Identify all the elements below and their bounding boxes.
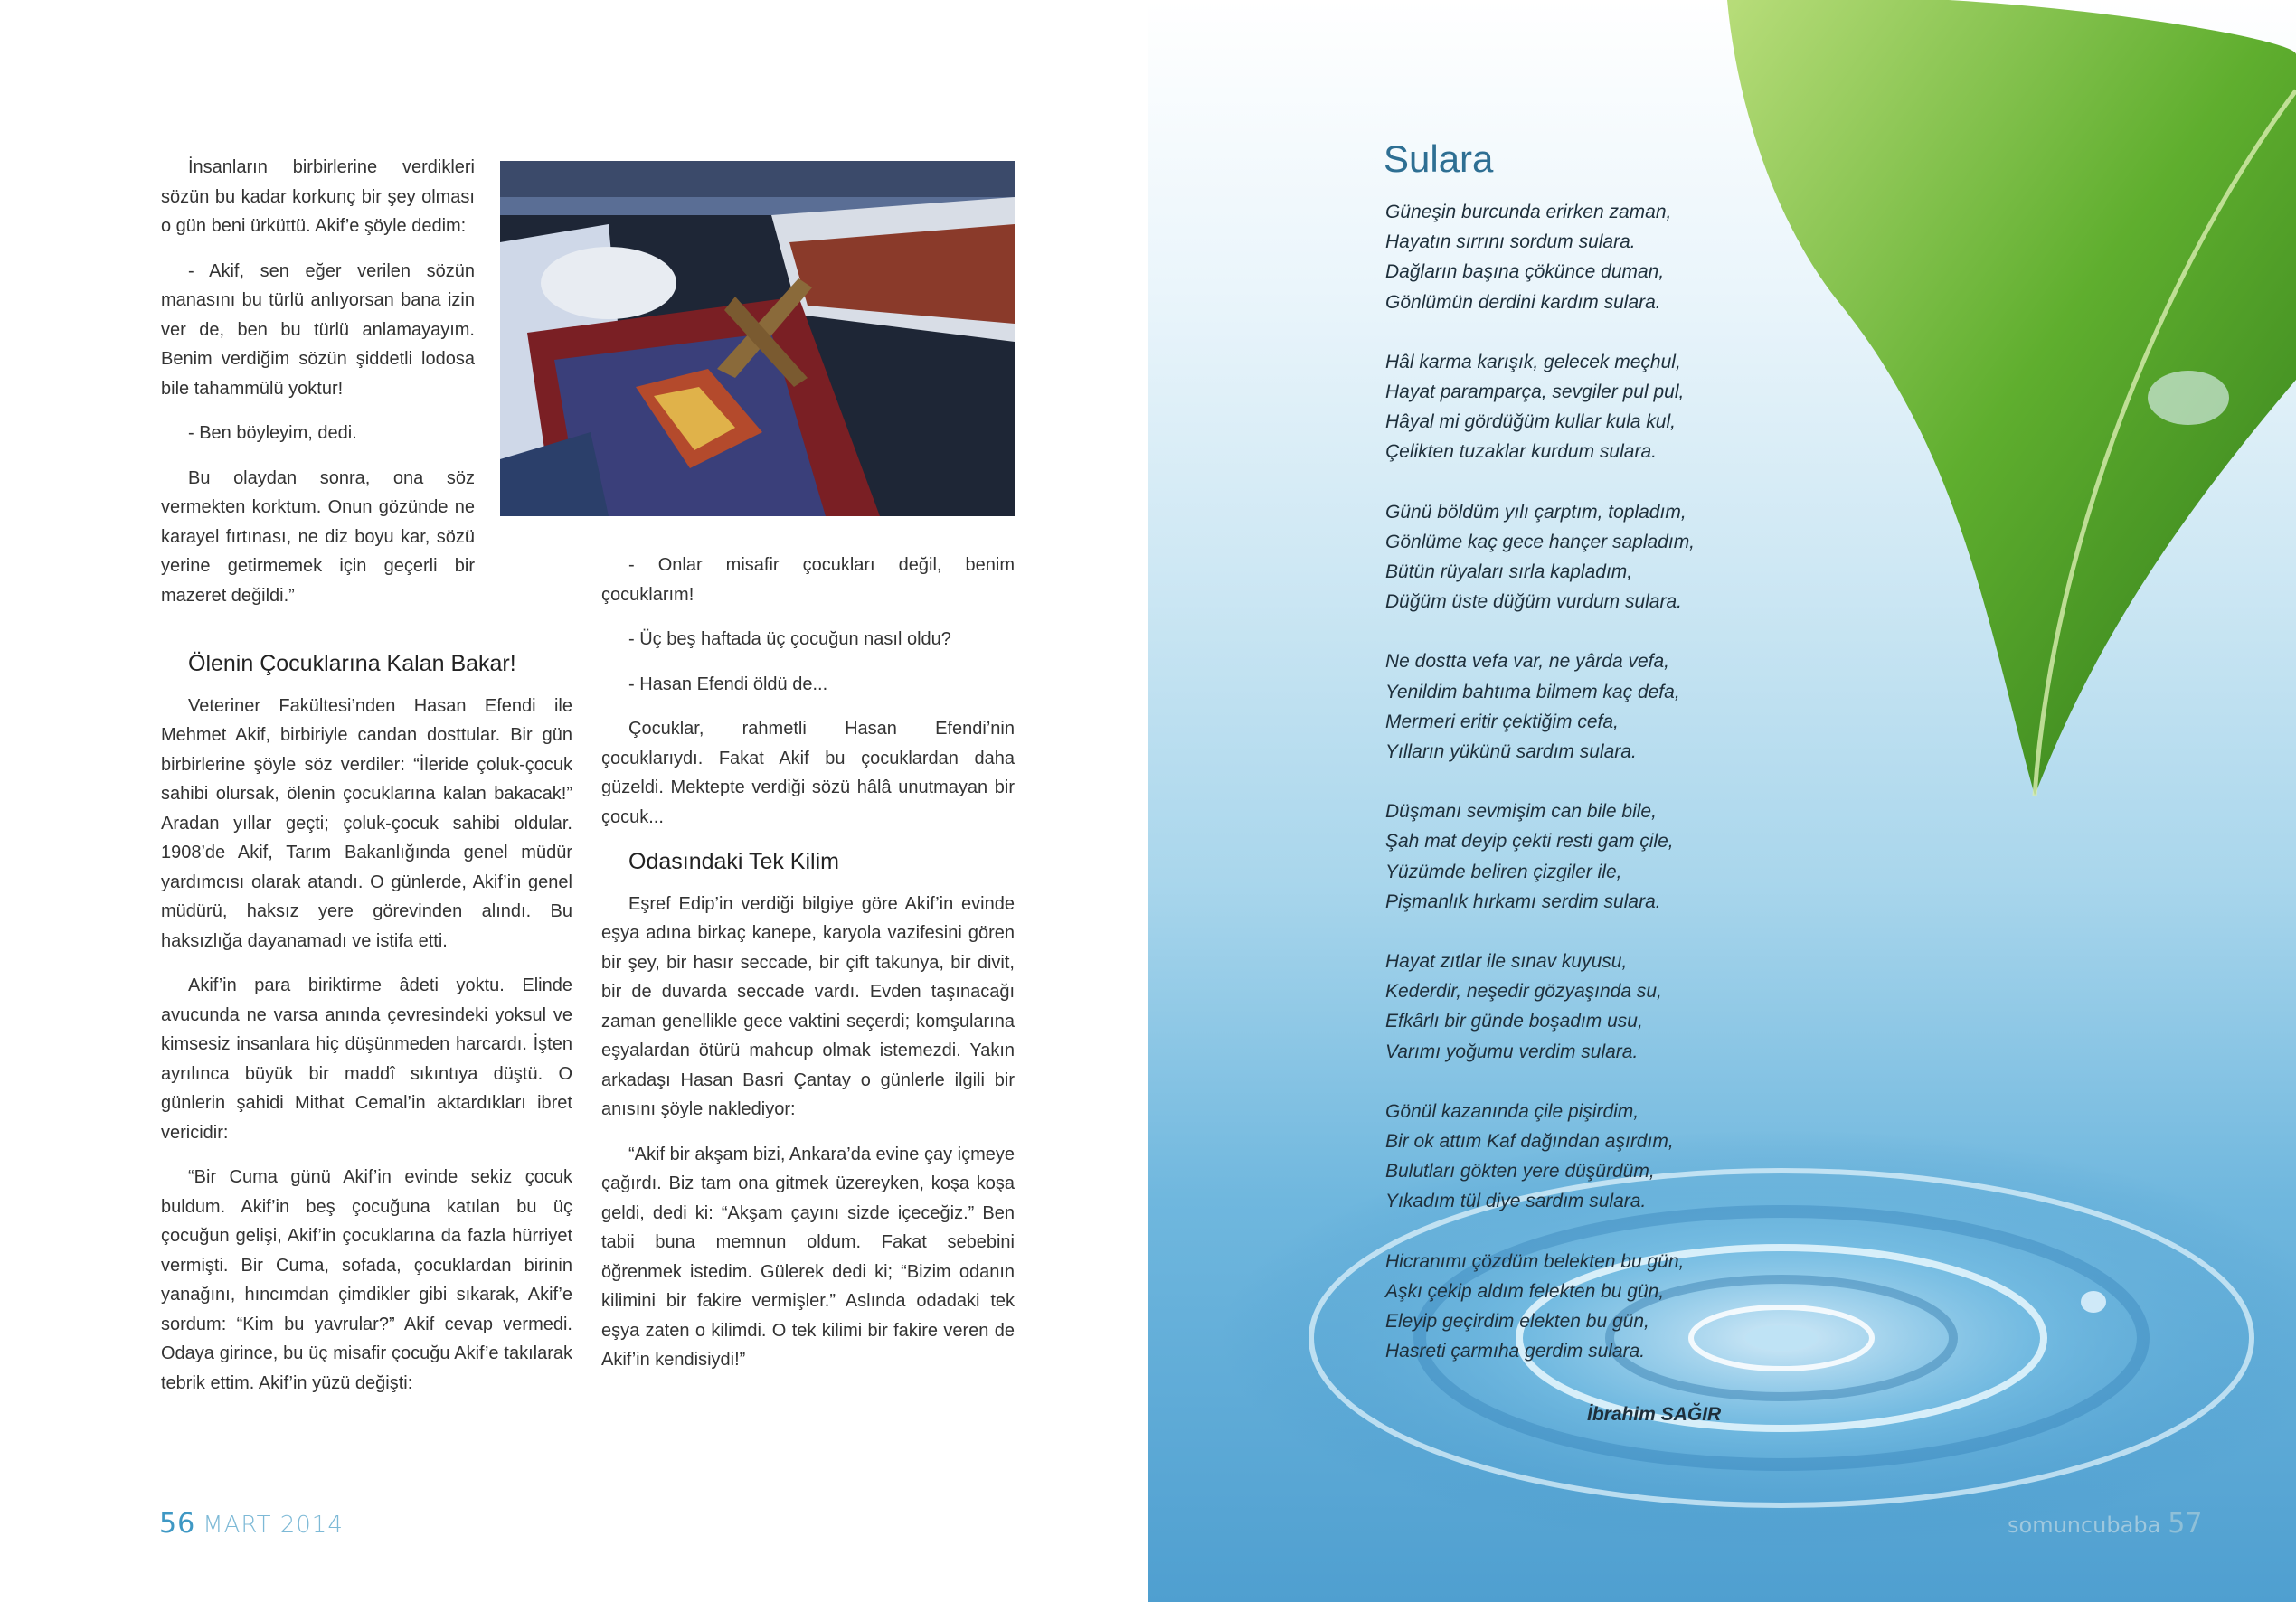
right-page: [1148, 0, 2296, 1602]
text-column-1-top: [161, 153, 475, 626]
paragraph: “Bir Cuma günü Akif’in evinde sekiz çocuk buldum. Akif’in beş çocuğuna katılan bu üç çocuğun gelişi, Akif’in çocuklarına da fazla hürriyet vermişti. Bir Cuma, sofada, çocuklardan birinin yanağını, hıncımdan çimdikler gibi sıkarak, Akif’e sordum: “Kim bu yavrular?” Akif cevap vermedi. Odaya girince, bu üç misafir çocuğu Akif’e takılarak tebrik ettim. Akif’in yüzü değişti:: [161, 1167, 572, 1393]
page-folio: [159, 1508, 344, 1540]
poem-line: Gönül kazanında çile pişirdim,: [1385, 1100, 1639, 1122]
poem-stanza: [1385, 347, 1765, 467]
poem-stanza: [1385, 646, 1765, 767]
poem-line: Şah mat deyip çekti resti gam çile,: [1385, 831, 1674, 853]
poet-name: İbrahim SAĞIR: [1587, 1404, 1722, 1425]
poem-line: Yüzümde beliren çizgiler ile,: [1385, 861, 1622, 882]
poem-stanza: [1385, 1247, 1765, 1367]
page-folio: [2008, 1508, 2202, 1540]
paragraph: Çocuklar, rahmetli Hasan Efendi’nin çocuklarıydı. Fakat Akif bu çocuklardan daha güzeldi. Mektepte verdiği sözü hâlâ unutmayan bir çocuk...: [601, 719, 1015, 827]
poem-line: Kederdir, neşedir gözyaşında su,: [1385, 981, 1662, 1003]
poem-line: Efkârlı bir günde boşadım usu,: [1385, 1011, 1643, 1032]
poem-line: Gönlüme kaç gece hançer sapladım,: [1385, 531, 1696, 552]
poem-line: Gönlümün derdini kardım sulara.: [1385, 291, 1661, 313]
issue-date: MART 2014: [203, 1512, 344, 1539]
poem-line: Hayatın sırrını sordum sulara.: [1385, 231, 1636, 253]
poem-line: Aşkı çekip aldım felekten bu gün,: [1385, 1280, 1665, 1302]
poem-line: Hasreti çarmıha gerdim sulara.: [1385, 1341, 1646, 1362]
poem-line: Hâyal mi gördüğüm kullar kula kul,: [1385, 411, 1676, 433]
page-number: 57: [2168, 1508, 2203, 1540]
paragraph: Veteriner Fakültesi’nden Hasan Efendi ile Mehmet Akif, birbiriyle candan dosttular. Bir gün birbirlerine şöyle söz verdiler: “İleride çoluk-çocuk sahibi olursak, ölenin çocuklarına kalan bakacak!” Aradan yıllar geçti; çoluk-çocuk sahibi oldular. 1908’de Akif, Tarım Bakanlığında genel müdür yardımcısı olarak atandı. O günlerde, Akif’in genel müdürü, haksız yere görevinden alındı. Bu haksızlığa dayanamadı ve istifa etti.: [161, 695, 572, 951]
poem-stanza: [1385, 947, 1765, 1067]
poem-line: Yenildim bahtıma bilmem kaç defa,: [1385, 681, 1680, 702]
poem-line: Bir ok attım Kaf dağından aşırdım,: [1385, 1131, 1674, 1153]
page-number: 56: [159, 1508, 196, 1540]
section-heading: Ölenin Çocuklarına Kalan Bakar!: [188, 651, 516, 676]
paragraph: - Hasan Efendi öldü de...: [628, 674, 828, 694]
poem-stanza: [1385, 1097, 1765, 1217]
kilim-room-photo: [500, 161, 1015, 516]
poem-line: Yılların yükünü sardım sulara.: [1385, 741, 1637, 763]
magazine-name: somuncubaba: [2008, 1512, 2161, 1538]
text-column-2-top: [601, 551, 1015, 1390]
paragraph: “Akif bir akşam bizi, Ankara’da evine çay içmeye çağırdı. Biz tam ona gitmek üzereyken, koşa koşa geldi, dedi ki: “Akşam çayını sizde içeceğiz.” Ben tabii buna memnun oldum. Fakat sebebini öğrenmek istedim. Gülerek dedi ki; “Bizim odanın kilimini bir fakire vermişler.” Aslında odadaki tek eşya zaten o kilimdi. O tek kilimi bir fakire veren de Akif’in kendisiydi!”: [601, 1144, 1015, 1370]
paragraph: Akif’in para biriktirme âdeti yoktu. Elinde avucunda ne varsa anında çevresindeki yoksul ve kimsesiz insanlara hiç düşünmeden harcardı. İşten ayrılınca büyük bir maddî sıkıntıya düştü. O günlerin şahidi Mithat Cemal’in aktardıkları ibret vericidir:: [161, 975, 572, 1143]
paragraph: - Akif, sen eğer verilen sözün manasını bu türlü anlıyorsan bana izin ver de, ben bu türlü anlamayayım. Benim verdiğim sözün şiddetli lodosa bile tahammülü yoktur!: [161, 260, 475, 399]
poem-line: Günü böldüm yılı çarptım, topladım,: [1385, 501, 1687, 523]
poem-line: Hâl karma karışık, gelecek meçhul,: [1385, 351, 1681, 372]
poem-line: Varımı yoğumu verdim sulara.: [1385, 1041, 1639, 1062]
poem-line: Dağların başına çökünce duman,: [1385, 261, 1665, 283]
poem-line: Düşmanı sevmişim can bile bile,: [1385, 801, 1657, 823]
poem-line: Yıkadım tül diye sardım sulara.: [1385, 1191, 1647, 1212]
poem-line: Ne dostta vefa var, ne yârda vefa,: [1385, 651, 1670, 673]
paragraph: Eşref Edip’in verdiği bilgiye göre Akif’in evinde eşya adına birkaç kanepe, karyola vazifesini gören bir şey, bir hasır seccade, bir çift takunya, bir divit, bir de duvarda seccade vardı. Evden taşınacağı zaman genellikle gece vaktini seçerdi; komşularına eşyalardan ötürü mahcup olmak istemezdi. Yakın arkadaşı Hasan Basri Çantay o günlerle ilgili bir anısını şöyle naklediyor:: [601, 893, 1015, 1119]
paragraph: - Üç beş haftada üç çocuğun nasıl oldu?: [628, 629, 951, 649]
poem-line: Hicranımı çözdüm belekten bu gün,: [1385, 1250, 1685, 1272]
poem-line: Bulutları gökten yere düşürdüm,: [1385, 1161, 1655, 1183]
paragraph: İnsanların birbirlerine verdikleri sözün bu kadar korkunç bir şey olması o gün beni ürküttü. Akif’e şöyle dedim:: [161, 157, 475, 236]
poem-line: Bütün rüyaları sırla kapladım,: [1385, 561, 1633, 583]
poem-line: Mermeri eritir çektiğim cefa,: [1385, 711, 1619, 732]
paragraph: Bu olaydan sonra, ona söz vermekten korktum. Onun gözünde ne karayel fırtınası, ne diz boyu kar, sözü yerine getirmemek için geçerli bir mazeret değildi.”: [161, 467, 475, 606]
paragraph: - Onlar misafir çocukları değil, benim çocuklarım!: [601, 555, 1015, 605]
poem-stanza: [1385, 497, 1765, 617]
poem-line: Pişmanlık hırkamı serdim sulara.: [1385, 891, 1661, 912]
poem-line: Eleyip geçirdim elekten bu gün,: [1385, 1311, 1649, 1333]
poem-line: Hayat zıtlar ile sınav kuyusu,: [1385, 951, 1628, 973]
section-heading: Odasındaki Tek Kilim: [628, 849, 839, 874]
poem-stanza: [1385, 796, 1765, 917]
poem-line: Düğüm üste düğüm vurdum sulara.: [1385, 591, 1682, 613]
paragraph: - Ben böyleyim, dedi.: [188, 423, 357, 443]
poem-body: [1385, 197, 1765, 1397]
text-column-1-bottom: [161, 644, 572, 1413]
poem-line: Hayat paramparça, sevgiler pul pul,: [1385, 382, 1685, 403]
poem-line: Güneşin burcunda erirken zaman,: [1385, 202, 1672, 222]
poem-stanza: [1385, 197, 1765, 317]
poem-line: Çelikten tuzaklar kurdum sulara.: [1385, 441, 1657, 463]
poem-title: Sulara: [1384, 137, 1494, 180]
